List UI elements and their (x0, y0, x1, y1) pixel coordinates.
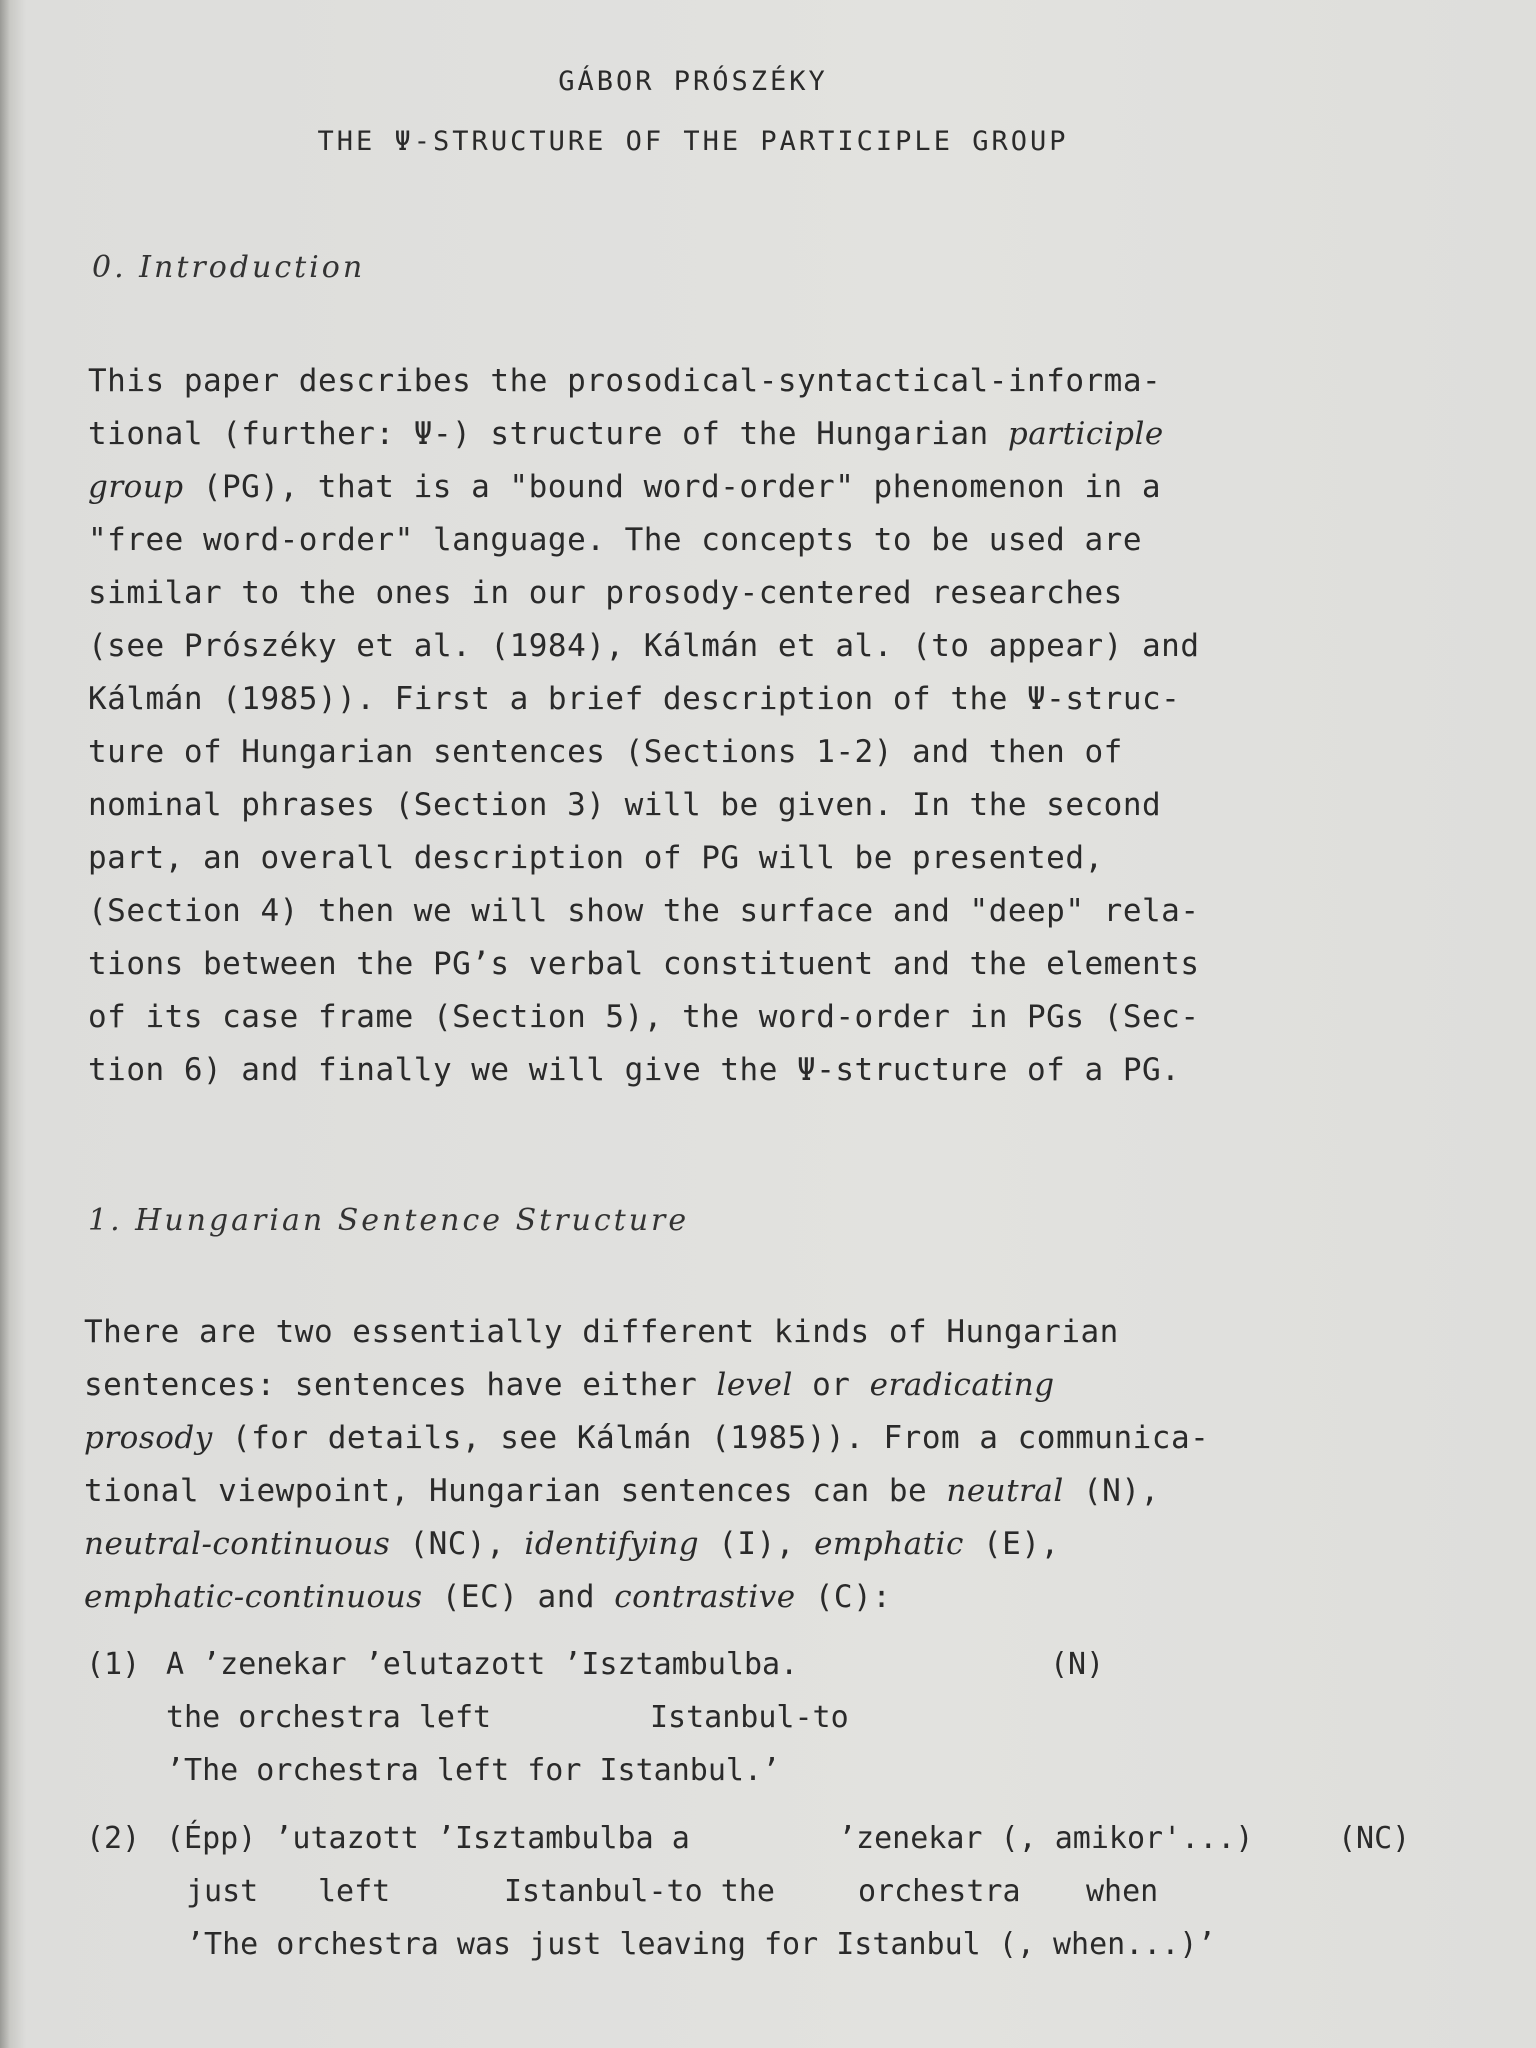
example-number: (1) (86, 1647, 141, 1682)
section-0-heading: 0. Introduction (92, 250, 366, 285)
author-name: GÁBOR PRÓSZÉKY (558, 66, 828, 97)
text-line: tional viewpoint, Hungarian sentences can be neutral (N), (84, 1473, 1160, 1509)
example-sentence-cont: ’zenekar (, amikor'...) (838, 1821, 1254, 1856)
text-line: ture of Hungarian sentences (Sections 1-2) and then of (88, 734, 1123, 770)
text-line: of its case frame (Section 5), the word-order in PGs (Sec- (88, 999, 1200, 1035)
page-header (0, 52, 1386, 172)
text-line: part, an overall description of PG will be presented, (88, 840, 1104, 876)
paper-title: THE Ψ-STRUCTURE OF THE PARTICIPLE GROUP (317, 126, 1069, 157)
section-1-heading: 1. Hungarian Sentence Structure (88, 1203, 690, 1238)
text-line: tion 6) and finally we will give the Ψ-structure of a PG. (88, 1052, 1181, 1088)
text-line: There are two essentially different kinds of Hungarian (84, 1314, 1119, 1350)
text-line: Kálmán (1985)). First a brief description of the Ψ-struc- (88, 681, 1181, 717)
example-tag: (N) (1050, 1647, 1105, 1682)
document-page: GÁBOR PRÓSZÉKY THE Ψ-STRUCTURE OF THE PARTICIPLE GROUP 0. Introduction This paper describes the prosodical-syntactical-informa- tional (further: Ψ-) structure of the Hungarian participle group (PG), that is a "bound word-order" phenomenon in a "free word-order" language. The concepts to be used are similar to the ones in our prosody-centered researches (see Prószéky et al. (1984), Kálmán et al. (to appear) and Kálmán (1985)). First a brief description of the Ψ-struc- ture of Hungarian sentences (Sections 1-2) and then of nominal phrases (Section 3) will be given. In the second part, an overall description of PG will be presented, (Section 4) then we will show the surface and "deep" rela- tions between the PG’s verbal constituent and the elements of its case frame (Section 5), the word-order in PGs (Sec- tion 6) and finally we will give the Ψ-structure of a PG. 1. Hungarian Sentence Structure There are two essentially different kinds of Hungarian sentences: sentences have either level or eradicating prosody (for details, see Kálmán (1985)). From a communica- tional viewpoint, Hungarian sentences can be neutral (N), neutral-continuous (NC), identifying (I), emphatic (E), emphatic-continuous (EC) and contrastive (C): (1) A ’zenekar ’elutazott ’Isztambulba. (N) the orchestra left Istanbul-to ’The orchestra left for Istanbul.’ (2) (Épp) ’utazott ’Isztambulba a ’zenekar (, amikor'...) (NC) just left Istanbul-to the orchestra when ’The orchestra was just leaving for Istanbul (, when...)’ (0, 0, 1536, 2048)
example-sentence: A ’zenekar ’elutazott ’Isztambulba. (166, 1647, 799, 1682)
text-line: emphatic-continuous (EC) and contrastive (C): (84, 1579, 892, 1615)
text-line: "free word-order" language. The concepts to be used are (88, 522, 1142, 558)
section-1-paragraph (84, 1306, 1344, 1624)
text-line: similar to the ones in our prosody-centered researches (88, 575, 1123, 611)
example-tag: (NC) (1338, 1821, 1411, 1856)
text-line: group (PG), that is a "bound word-order" phenomenon in a (88, 469, 1161, 505)
text-line: nominal phrases (Section 3) will be given. In the second (88, 787, 1162, 823)
example-number: (2) (86, 1821, 141, 1856)
text-line: This paper describes the prosodical-syntactical-informa- (88, 363, 1162, 399)
text-line: (Section 4) then we will show the surface and "deep" rela- (88, 893, 1200, 929)
text-line: tions between the PG’s verbal constituent and the elements (88, 946, 1200, 982)
text-line: tional (further: Ψ-) structure of the Hungarian participle (88, 416, 1164, 452)
text-line: (see Prószéky et al. (1984), Kálmán et al. (to appear) and (88, 628, 1200, 664)
example-sentence: (Épp) ’utazott ’Isztambulba a (166, 1821, 690, 1856)
introduction-paragraph (88, 355, 1348, 1097)
text-line: prosody (for details, see Kálmán (1985)). From a communica- (84, 1420, 1210, 1456)
text-line: sentences: sentences have either level or eradicating (84, 1367, 1055, 1403)
text-line: neutral-continuous (NC), identifying (I), emphatic (E), (84, 1526, 1060, 1562)
